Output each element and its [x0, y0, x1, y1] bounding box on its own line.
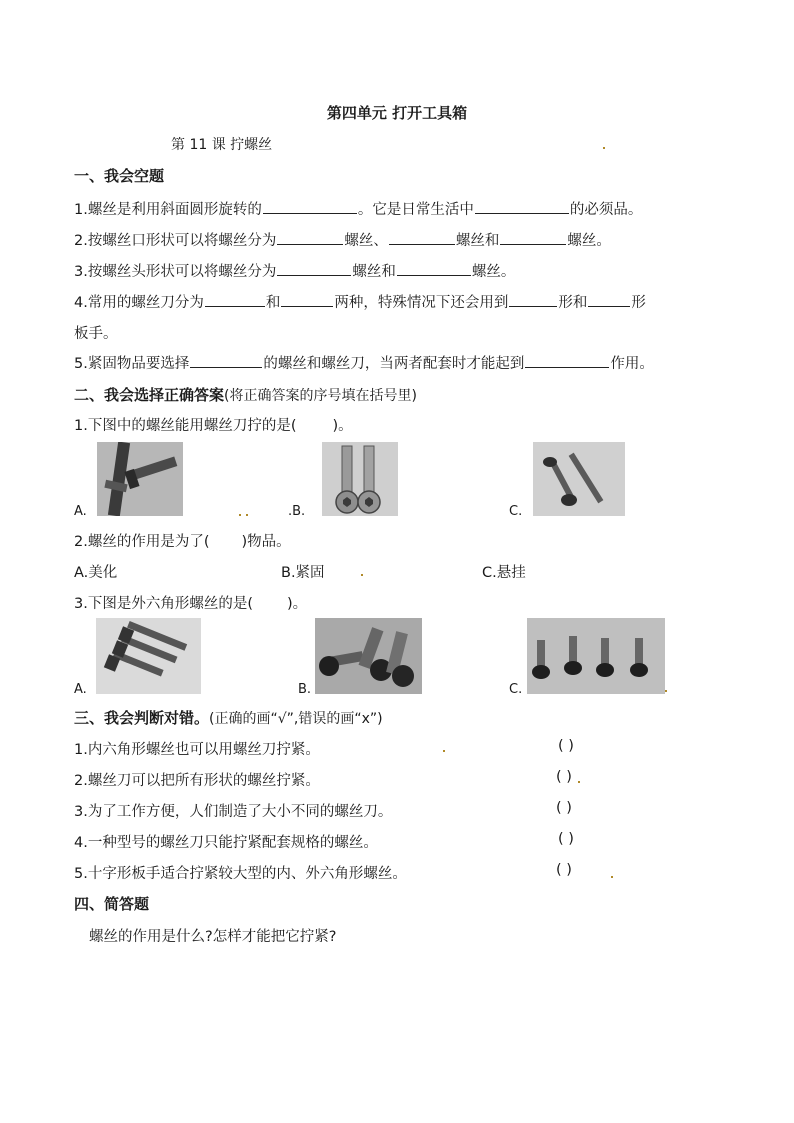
stray-dot: [361, 574, 363, 576]
screw-photo-c3: [527, 618, 665, 694]
s1-q3-text-a: 3.按螺丝头形状可以将螺丝分为: [74, 264, 277, 280]
section-4-heading: 四、简答题: [74, 895, 150, 913]
s2-q3-option-b[interactable]: B.: [298, 682, 312, 697]
stray-dot: [611, 876, 613, 878]
s1-q5-text-a: 5.紧固物品要选择: [74, 356, 190, 372]
answer-paren[interactable]: ( ): [558, 831, 574, 847]
stray-dot: [665, 690, 667, 692]
s1-q1-text-c: 的必须品。: [569, 202, 643, 218]
s1-question-4: [74, 291, 646, 312]
s2-q1-text: 1.下图中的螺丝能用螺丝刀拧的是(: [74, 418, 297, 434]
answer-paren[interactable]: ( ): [556, 800, 572, 816]
fill-blank[interactable]: [263, 198, 357, 214]
stray-dot: [246, 514, 248, 516]
s3-heading-note: (正确的画“√”,错误的画“x”): [209, 711, 383, 727]
s2-q1-option-a[interactable]: A.: [74, 504, 87, 519]
page-title: 第四单元 打开工具箱: [326, 104, 468, 122]
s1-question-5: [74, 352, 654, 373]
screw-photo-b3: [315, 618, 422, 694]
section-2-heading: [74, 384, 417, 405]
fill-blank[interactable]: [525, 352, 609, 368]
s2-heading-note: (将正确答案的序号填在括号里): [224, 388, 417, 404]
s2-question-1: [74, 414, 353, 435]
s1-q5-text-b: 的螺丝和螺丝刀，当两者配套时才能起到: [263, 356, 525, 372]
s2-question-2: [74, 530, 291, 551]
s2-q3-end: )。: [287, 596, 308, 612]
s2-q2-option-a[interactable]: A.美化: [74, 565, 118, 581]
fill-blank[interactable]: [397, 260, 471, 276]
answer-paren[interactable]: ( ): [558, 738, 574, 754]
s1-q4-text-d: 形和: [558, 295, 588, 311]
s2-q2-option-b[interactable]: B.紧固: [281, 565, 325, 581]
section-1-heading: 一、我会空题: [74, 167, 165, 185]
s3-item-1: 1.内六角形螺丝也可以用螺丝刀拧紧。: [74, 742, 320, 758]
s1-q2-text-b: 螺丝、: [344, 233, 388, 249]
fill-blank[interactable]: [277, 229, 343, 245]
s2-q1-end: )。: [332, 418, 353, 434]
s1-q5-text-c: 作用。: [610, 356, 654, 372]
s3-item-2: 2.螺丝刀可以把所有形状的螺丝拧紧。: [74, 773, 320, 789]
s1-q1-text-a: 1.螺丝是利用斜面圆形旋转的: [74, 202, 262, 218]
s2-q1-option-c[interactable]: C.: [509, 504, 523, 519]
fill-blank[interactable]: [500, 229, 566, 245]
fill-blank[interactable]: [588, 291, 630, 307]
stray-dot: [578, 781, 580, 783]
s1-q3-text-b: 螺丝和: [352, 264, 396, 280]
s2-q2-option-c[interactable]: C.悬挂: [482, 565, 526, 581]
s2-q3-text: 3.下图是外六角形螺丝的是(: [74, 596, 253, 612]
s1-question-4-cont: 板手。: [74, 326, 118, 342]
s3-item-5: 5.十字形板手适合拧紧较大型的内、外六角形螺丝。: [74, 866, 407, 882]
s1-q3-text-c: 螺丝。: [471, 264, 516, 280]
fill-blank[interactable]: [205, 291, 265, 307]
fill-blank[interactable]: [190, 352, 262, 368]
s2-question-3: [74, 592, 307, 613]
s2-q2-text: 2.螺丝的作用是为了(: [74, 534, 210, 550]
stray-dot: [239, 514, 241, 516]
fill-blank[interactable]: [277, 260, 351, 276]
s1-q4-text-c: 两种，特殊情况下还会用到: [334, 295, 509, 311]
screw-photo-b1: [322, 442, 398, 516]
s1-question-3: [74, 260, 515, 281]
s4-question: 螺丝的作用是什么?怎样才能把它拧紧?: [89, 929, 337, 945]
s1-q4-text-e: 形: [631, 295, 646, 311]
fill-blank[interactable]: [509, 291, 557, 307]
stray-dot: [603, 147, 605, 149]
screw-photo-a3: [96, 618, 201, 694]
stray-dot: [443, 750, 445, 752]
s3-item-3: 3.为了工作方便，人们制造了大小不同的螺丝刀。: [74, 804, 393, 820]
s2-q2-end: )物品。: [241, 534, 291, 550]
screw-photo-a1: [97, 442, 183, 516]
s2-heading-text: 二、我会选择正确答案: [74, 386, 225, 404]
s3-item-4: 4.一种型号的螺丝刀只能拧紧配套规格的螺丝。: [74, 835, 378, 851]
s1-q1-text-b: 。它是日常生活中: [357, 202, 474, 218]
section-3-heading: [74, 707, 383, 728]
fill-blank[interactable]: [475, 198, 569, 214]
s1-q4-text-a: 4.常用的螺丝刀分为: [74, 295, 204, 311]
s2-q1-option-b[interactable]: .B.: [288, 504, 306, 519]
lesson-title: 第 11 课 拧螺丝: [171, 137, 273, 153]
fill-blank[interactable]: [389, 229, 455, 245]
screw-photo-c1: [533, 442, 625, 516]
s1-q2-text-a: 2.按螺丝口形状可以将螺丝分为: [74, 233, 277, 249]
s1-question-1: [74, 198, 642, 219]
answer-paren[interactable]: ( ): [556, 862, 572, 878]
fill-blank[interactable]: [281, 291, 333, 307]
s1-q2-text-c: 螺丝和: [455, 233, 500, 249]
s1-question-2: [74, 229, 611, 250]
s1-q2-text-d: 螺丝。: [567, 233, 611, 249]
s3-heading-text: 三、我会判断对错。: [74, 709, 210, 727]
answer-paren[interactable]: ( ): [556, 769, 572, 785]
s1-q4-text-b: 和: [265, 295, 281, 311]
s2-q3-option-a[interactable]: A.: [74, 682, 87, 697]
s2-q3-option-c[interactable]: C.: [509, 682, 523, 697]
